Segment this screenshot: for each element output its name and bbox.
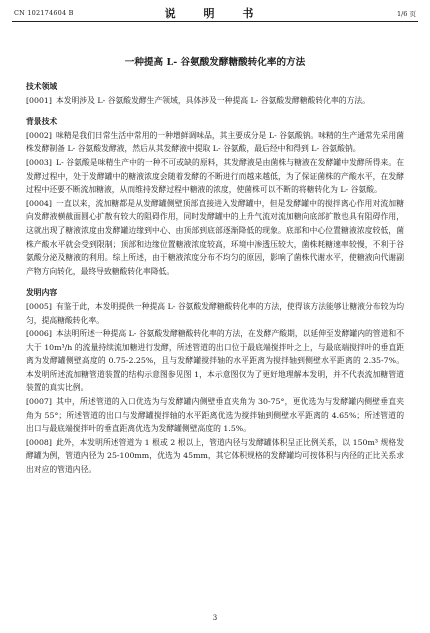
paragraph-text: L- 谷氨酸是味精生产中的一种不可或缺的原料，其发酵液是由菌株与糖液在发酵罐中发酵所得来。在发酵过程中，处于发酵罐中的糖液浓度会随着发酵的不断进行而越来越低，为了保证菌株的产酸水平，在发酵过程中还要不断流加糖液，从而维持发酵过程中糖液的浓度，使菌株可以不断的将糖转化为 L- 谷氨酸。 bbox=[26, 157, 404, 195]
paragraph-text: 本法明所述一种提高 L- 谷氨酸发酵糖酸转化率的方法，在发酵产酸期，以延伸至发酵罐内的管道和不大于 10m³/h 的流量持续流加糖进行发酵，所述管道的出口位于最底端搅拌叶之上，与最底端搅拌叶的垂直距离为发酵罐侧壁高度的 0.75-2.25%，且与发酵罐搅拌轴的水平距离为搅拌轴到侧壁水平距离的 2.35-7%。本发明所述流加糖管道装置的结构示意图参见图 1，本示意图仅为了更好地理解本发明，并不代表流加糖管道装置的真实比例。 bbox=[26, 329, 404, 393]
paragraph-number: [0005] bbox=[26, 301, 52, 311]
paragraph bbox=[26, 327, 404, 395]
header-rule bbox=[12, 21, 418, 22]
paragraph-number: [0002] bbox=[26, 130, 52, 140]
section-heading: 技术领域 bbox=[26, 82, 58, 91]
paragraph-text: 此外，本发明所述管道为 1 根或 2 根以上，管道内径与发酵罐体积呈正比例关系，以 150m³ 规格发酵罐为例，管道内径为 25-100mm，优选为 45mm，其它体积规格的发酵罐均可按体积与内径的正比关系求出对应的管道内径。 bbox=[26, 437, 404, 475]
paragraph bbox=[26, 129, 404, 156]
paragraph bbox=[26, 395, 404, 436]
paragraph bbox=[26, 156, 404, 197]
paragraph-number: [0007] bbox=[26, 397, 52, 407]
section-heading: 发明内容 bbox=[26, 288, 58, 298]
paragraph bbox=[26, 300, 404, 327]
paragraph bbox=[26, 94, 404, 108]
paragraph bbox=[26, 436, 404, 477]
patent-number: CN 102174604 B bbox=[14, 9, 74, 17]
paragraph-number: [0001] bbox=[26, 95, 52, 105]
paragraph-text: 味精是我们日常生活中常用的一种增鲜调味品，其主要成分是 L- 谷氨酸钠。味精的生产通常先采用菌株发酵制备 L- 谷氨酸发酵液，然后从其发酵液中提取 L- 谷氨酸，最后经中和得到 L- 谷氨酸钠。 bbox=[26, 130, 404, 154]
paragraph-number: [0003] bbox=[26, 157, 52, 167]
paragraph-text: 有鉴于此，本发明提供一种提高 L- 谷氨酸发酵糖酸转化率的方法，使得该方法能够让糖液分布较为均匀，提高糖酸转化率。 bbox=[26, 301, 404, 325]
paragraph-number: [0006] bbox=[26, 329, 52, 339]
document-body bbox=[26, 80, 404, 477]
paragraph-text: 一直以来，流加糖都是从发酵罐侧壁顶部直接进入发酵罐中，但是发酵罐中的搅拌离心作用对流加糖向发酵液横截面圆心扩散有较大的阻碍作用，同时发酵罐中的上升气流对流加糖向底部扩散也具有阻碍作用，这就出现了糖液浓度由发酵罐边缘到中心、由顶部到底部逐渐降低的现象。底部和中心位置糖液浓度较低，菌株产酸水平就会受到限制；顶部和边缘位置糖液浓度较高，环境中渗透压较大，菌株耗糖速率较慢，不利于谷氨酸分泌及糖液的利用。综上所述，由于糖液浓度分布不均匀的原因，影响了菌株代谢水平，使糖液向代谢副产物方向转化，最终导致糖酸转化率降低。 bbox=[26, 198, 404, 276]
section-heading: 背景技术 bbox=[26, 117, 58, 127]
paragraph-number: [0008] bbox=[26, 437, 52, 447]
paragraph-text: 其中，所述管道的入口优选为与发酵罐内侧壁垂直夹角为 30-75°，更优选为与发酵罐内侧壁垂直夹角为 55°；所述管道的出口与发酵罐搅拌轴的水平距离优选为搅拌轴到侧壁水平距离的 4.65%；所述管道的出口与最底端搅拌叶的垂直距离优选为发酵罐侧壁高度的 1.5%。 bbox=[26, 397, 404, 434]
paragraph bbox=[26, 197, 404, 279]
paragraph-number: [0004] bbox=[26, 198, 52, 208]
page-indicator: 1/6 页 bbox=[396, 10, 416, 18]
document-type: 说 明 书 bbox=[164, 7, 266, 20]
paragraph-text: 本发明涉及 L- 谷氨酸发酵生产领域，具体涉及一种提高 L- 谷氨酸发酵糖酸转化率的方法。 bbox=[55, 95, 370, 105]
document-title: 一种提高 L- 谷氨酸发酵糖酸转化率的方法 bbox=[124, 57, 306, 68]
page-number: 3 bbox=[212, 614, 218, 622]
